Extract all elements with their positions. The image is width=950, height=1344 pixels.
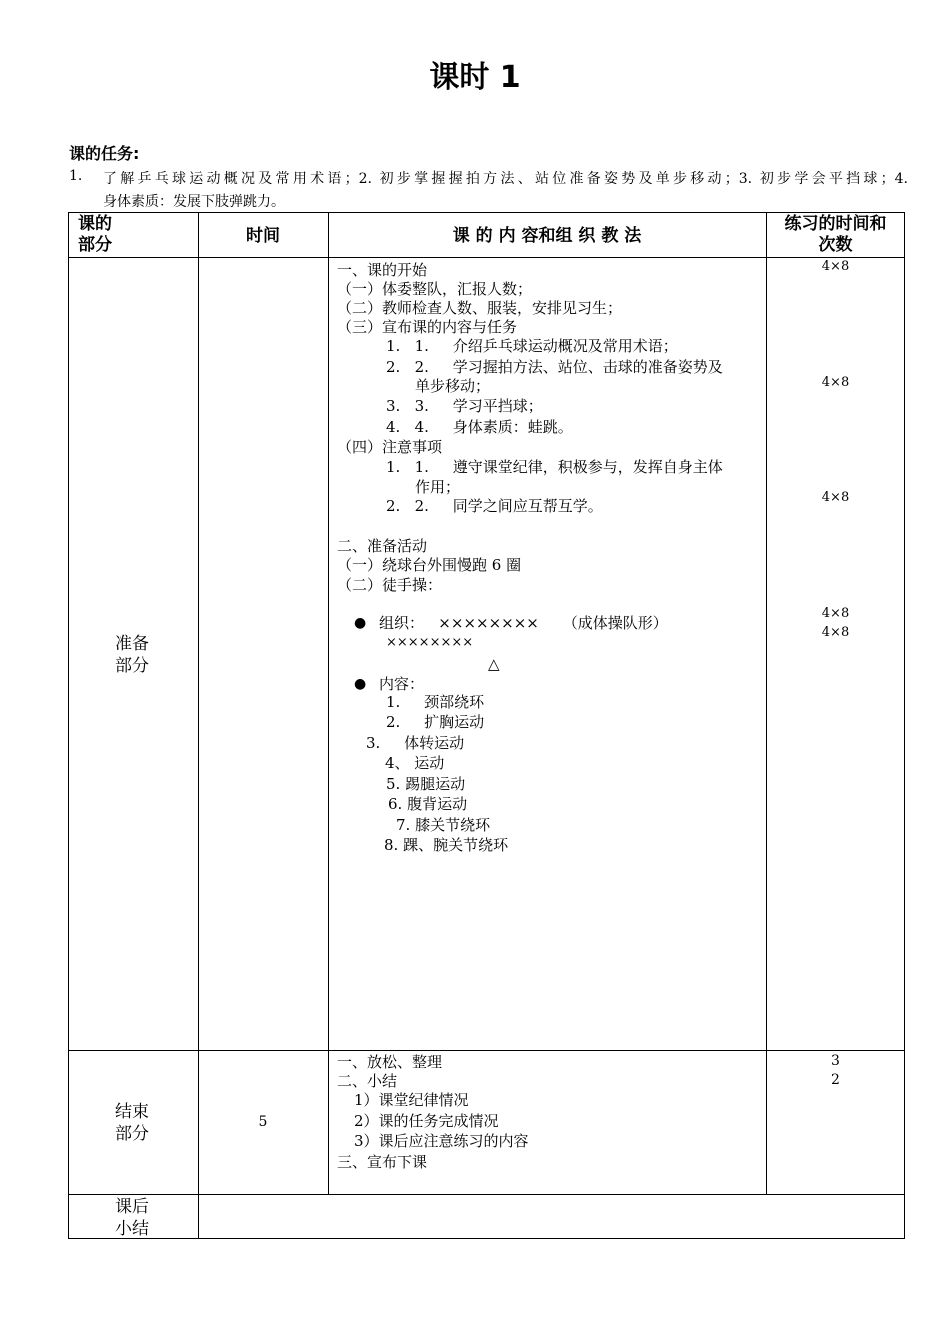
col-divider-2 bbox=[328, 212, 329, 1195]
prep-part-line-1: 准备 bbox=[115, 634, 149, 654]
end-line: 3）课后应注意练习的内容 bbox=[354, 1132, 529, 1150]
prep-line: （二）教师检查人数、服装，安排见习生； bbox=[337, 299, 623, 317]
end-time: 5 bbox=[258, 1114, 268, 1130]
prep-line: 二、准备活动 bbox=[337, 537, 428, 555]
prep-line: 一、课的开始 bbox=[337, 261, 428, 279]
summary-part-line-2: 小结 bbox=[115, 1219, 149, 1239]
prep-line: 组织： ×××××××× （成体操队形） bbox=[379, 614, 668, 632]
header-part-line-1: 课的 bbox=[78, 214, 112, 234]
end-line: 二、小结 bbox=[337, 1072, 398, 1090]
col-divider-1 bbox=[198, 212, 199, 1239]
end-part-line-2: 部分 bbox=[115, 1124, 149, 1144]
task-text-line-1: 了解乒乓球运动概况及常用术语；2. 初步掌握握拍方法、站位准备姿势及单步移动；3. 初步学会平挡球；4. bbox=[103, 171, 908, 187]
prep-line: 2. 扩胸运动 bbox=[386, 713, 485, 731]
prep-line: 3. 3. 学习平挡球； bbox=[386, 397, 543, 415]
prep-line: 1. 1. 介绍乒乓球运动概况及常用术语； bbox=[386, 337, 678, 355]
table-border-bottom bbox=[68, 1238, 905, 1239]
prep-part-line-2: 部分 bbox=[115, 656, 149, 676]
task-number: 1. bbox=[69, 168, 83, 184]
end-line: 2）课的任务完成情况 bbox=[354, 1112, 499, 1130]
bullet-icon: ● bbox=[354, 615, 367, 631]
prep-line: ×××××××× bbox=[386, 635, 474, 650]
header-content: 课 的 内 容和组 织 教 法 bbox=[452, 226, 642, 246]
triangle-icon: △ bbox=[488, 655, 500, 673]
summary-input-area[interactable] bbox=[199, 1195, 904, 1238]
prep-count: 4×8 bbox=[821, 625, 850, 640]
end-part-line-1: 结束 bbox=[115, 1102, 149, 1122]
prep-line: 单步移动； bbox=[415, 377, 491, 395]
col-divider-3 bbox=[766, 212, 767, 1195]
task-heading: 课的任务: bbox=[69, 144, 140, 163]
prep-line: 2. 2. 学习握拍方法、站位、击球的准备姿势及 bbox=[386, 358, 723, 376]
summary-part-line-1: 课后 bbox=[115, 1197, 149, 1217]
prep-line: 4、 运动 bbox=[385, 754, 445, 772]
prep-line: 1. 1. 遵守课堂纪律，积极参与，发挥自身主体 bbox=[386, 458, 723, 476]
prep-line: 1. 颈部绕环 bbox=[386, 693, 485, 711]
prep-count: 4×8 bbox=[821, 490, 850, 505]
prep-line: （三）宣布课的内容与任务 bbox=[337, 318, 518, 336]
header-count-line-1: 练习的时间和 bbox=[784, 214, 887, 234]
prep-line: 3. 体转运动 bbox=[366, 734, 465, 752]
prep-line: 4. 4. 身体素质：蛙跳。 bbox=[386, 418, 573, 436]
prep-line: 8. 踝、腕关节绕环 bbox=[384, 836, 509, 854]
end-line: 三、宣布下课 bbox=[337, 1153, 428, 1171]
bullet-icon: ● bbox=[354, 676, 367, 692]
header-time: 时间 bbox=[246, 226, 280, 246]
prep-divider bbox=[68, 1050, 905, 1051]
end-line: 一、放松、整理 bbox=[337, 1053, 443, 1071]
prep-line: 内容： bbox=[379, 675, 425, 693]
end-line: 1）课堂纪律情况 bbox=[354, 1091, 469, 1109]
task-text-line-2: 身体素质：发展下肢弹跳力。 bbox=[103, 194, 285, 210]
end-count: 3 bbox=[831, 1053, 840, 1069]
prep-count: 4×8 bbox=[821, 259, 850, 274]
header-part-line-2: 部分 bbox=[78, 235, 112, 255]
prep-line: （一）绕球台外围慢跑 6 圈 bbox=[337, 556, 522, 574]
prep-line: 作用； bbox=[415, 478, 461, 496]
prep-count: 4×8 bbox=[821, 375, 850, 390]
table-border-top bbox=[68, 212, 905, 213]
end-count: 2 bbox=[831, 1072, 840, 1088]
prep-line: （一）体委整队，汇报人数； bbox=[337, 280, 533, 298]
prep-line: （四）注意事项 bbox=[337, 438, 443, 456]
prep-line: （二）徒手操： bbox=[337, 576, 443, 594]
prep-line: 6. 腹背运动 bbox=[388, 795, 468, 813]
prep-line: 5. 踢腿运动 bbox=[386, 775, 466, 793]
page-title: 课时 1 bbox=[429, 60, 521, 95]
prep-count: 4×8 bbox=[821, 606, 850, 621]
prep-line: 7. 膝关节绕环 bbox=[396, 816, 491, 834]
table-border-left bbox=[68, 212, 69, 1239]
prep-line: 2. 2. 同学之间应互帮互学。 bbox=[386, 497, 603, 515]
header-count-line-2: 次数 bbox=[818, 235, 853, 255]
